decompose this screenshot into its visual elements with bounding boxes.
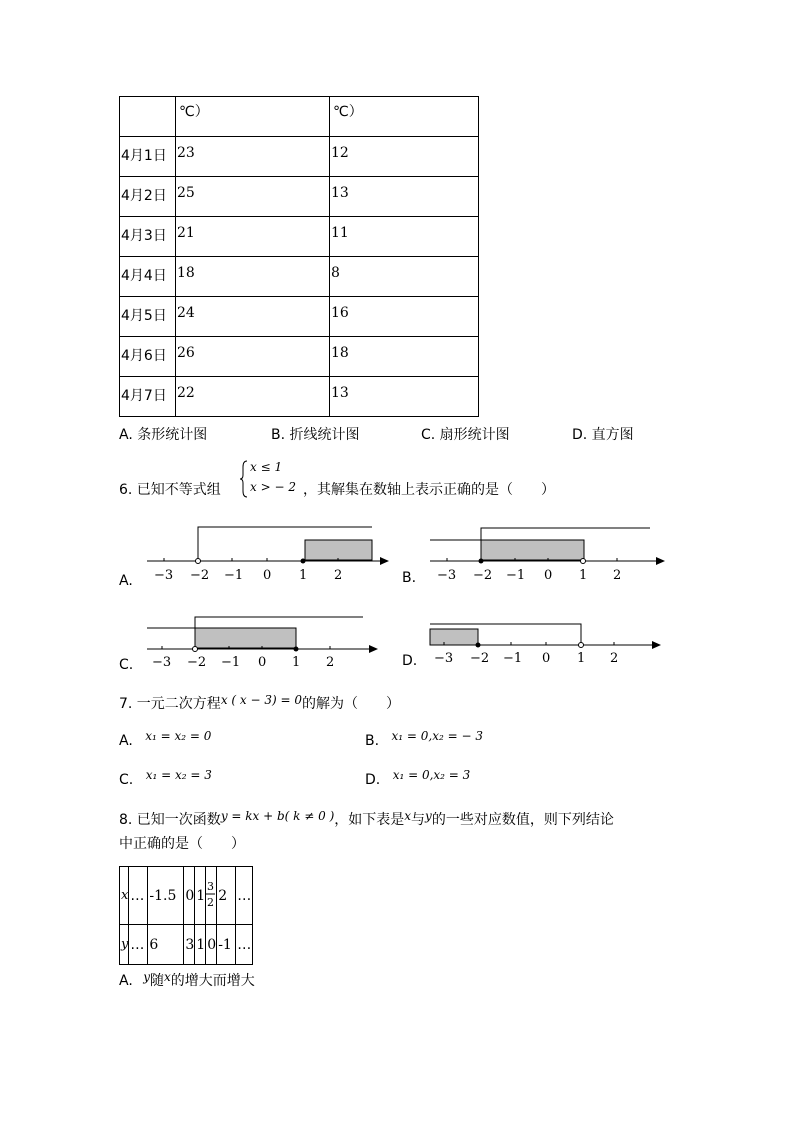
q7-option-c-label: C. [119,772,134,788]
high-temp-cell: 23 [176,137,330,177]
table-row [120,925,253,965]
tick-label: 2 [610,651,619,666]
tick-label: −1 [503,651,523,666]
q7-option-c-text: x₁ = x₂ = 3 [145,768,212,782]
table-row [120,867,253,925]
q8-suffix: 的一些对应数值，则下列结论 [431,812,614,828]
tick-label: 2 [613,568,622,583]
table-header-cell: ℃） [176,97,330,137]
tick-label: 1 [579,568,588,583]
tick-label: 0 [258,655,267,670]
xy-cell: … [129,925,148,965]
low-temp-cell: 18 [330,337,479,377]
q7-question [119,693,400,713]
q7-prefix: 7. 一元二次方程 [119,696,221,712]
table-header-cell: ℃） [330,97,479,137]
xy-cell: x [120,867,129,925]
q6-suffix: ，其解集在数轴上表示正确的是（ ） [303,482,555,498]
system-brace-icon [240,459,250,499]
q5-option-c[interactable]: C. 扇形统计图 [421,427,510,443]
low-temp-cell: 8 [330,257,479,297]
q8-question-line2: 中正确的是（ ） [119,836,245,852]
q8-middle1: ，如下表是 [334,812,405,828]
tick-label: 0 [263,568,272,583]
tick-label: −3 [152,655,172,670]
table-row [120,377,479,417]
q8-option-a[interactable] [119,970,255,990]
number-line-a [145,524,395,584]
q7-suffix: 的解为（ ） [301,696,400,712]
date-cell: 4月6日 [120,337,176,377]
table-header-row [120,97,479,137]
high-temp-cell: 26 [176,337,330,377]
xy-fraction-cell [206,867,217,925]
temperature-table [119,96,479,417]
q8-option-a-rest: 的增大而增大 [170,973,255,989]
xy-cell: … [129,867,148,925]
tick-label: 1 [299,568,308,583]
q7-option-d-text: x₁ = 0,x₂ = 3 [392,768,471,782]
xy-cell: … [236,925,253,965]
high-temp-cell: 18 [176,257,330,297]
low-temp-cell: 11 [330,217,479,257]
xy-cell: 1 [195,925,206,965]
date-cell: 4月4日 [120,257,176,297]
q8-middle2: 与 [411,812,426,828]
q7-equation: x ( x − 3) = 0 [220,693,302,707]
q6-inequality-1: x ≤ 1 [250,460,283,474]
xy-cell: y [120,925,129,965]
q5-option-a[interactable]: A. 条形统计图 [119,427,208,443]
q6-option-c-label[interactable]: C. [119,657,134,673]
date-cell: 4月1日 [120,137,176,177]
tick-label: 0 [542,651,551,666]
tick-label: −3 [437,568,457,583]
xy-cell: 0 [184,867,195,925]
q7-option-a-label: A. [119,733,133,749]
xy-cell: 1 [195,867,206,925]
high-temp-cell: 24 [176,297,330,337]
tick-label: 2 [334,568,343,583]
q6-inequality-2: x > − 2 [250,480,296,494]
q7-option-b[interactable] [365,729,483,749]
high-temp-cell: 21 [176,217,330,257]
tick-label: −3 [154,568,174,583]
q6-option-d-label[interactable]: D. [402,653,418,669]
svg-text:2: 2 [207,895,215,909]
high-temp-cell: 25 [176,177,330,217]
number-line-c [145,614,395,674]
date-cell: 4月7日 [120,377,176,417]
xy-cell: 0 [206,925,217,965]
q8-option-a-mid: 随 [150,973,165,989]
q7-option-b-label: B. [365,733,380,749]
q8-question-line1 [119,809,614,829]
date-cell: 4月3日 [120,217,176,257]
q7-option-b-text: x₁ = 0,x₂ = − 3 [391,729,483,743]
svg-text:3: 3 [207,879,215,893]
q5-option-b[interactable]: B. 折线统计图 [271,427,360,443]
xy-cell: 3 [184,925,195,965]
table-row [120,257,479,297]
q7-option-c[interactable] [119,768,212,788]
tick-label: −2 [190,568,210,583]
q7-option-a-text: x₁ = x₂ = 0 [145,729,212,743]
date-cell: 4月5日 [120,297,176,337]
tick-label: 0 [544,568,553,583]
xy-cell: -1.5 [148,867,184,925]
low-temp-cell: 12 [330,137,479,177]
tick-label: −1 [224,568,244,583]
xy-cell: … [236,867,253,925]
tick-label: −3 [434,651,454,666]
q7-option-d[interactable] [365,768,471,788]
fraction-three-halves [206,879,216,909]
q8-var-y: y [425,809,432,823]
table-header-cell [120,97,176,137]
q5-option-d[interactable]: D. 直方图 [572,427,634,443]
tick-label: −2 [187,655,207,670]
low-temp-cell: 13 [330,377,479,417]
q8-option-a-y: y [143,970,151,984]
xy-cell: 2 [217,867,236,925]
xy-value-table [119,866,253,965]
q8-function: y = kx + b( k ≠ 0 ) [220,809,335,823]
q6-prefix: 6. 已知不等式组 [119,482,221,498]
xy-cell: -1 [217,925,236,965]
tick-label: 1 [292,655,301,670]
xy-cell: 6 [148,925,184,965]
low-temp-cell: 16 [330,297,479,337]
tick-label: −1 [221,655,241,670]
tick-label: −2 [473,568,493,583]
q8-option-a-x: x [164,970,171,984]
table-row [120,337,479,377]
q6-option-a-label[interactable]: A. [119,573,133,589]
low-temp-cell: 13 [330,177,479,217]
table-row [120,177,479,217]
q8-option-a-label: A. [119,973,133,989]
q8-prefix: 8. 已知一次函数 [119,812,221,828]
q7-option-a[interactable] [119,729,212,749]
number-line-b [428,524,678,584]
date-cell: 4月2日 [120,177,176,217]
q6-option-b-label[interactable]: B. [402,570,417,586]
high-temp-cell: 22 [176,377,330,417]
tick-label: 2 [326,655,335,670]
q7-option-d-label: D. [365,772,381,788]
tick-label: −2 [470,651,490,666]
tick-label: 1 [577,651,586,666]
table-row [120,297,479,337]
number-line-d [428,614,678,674]
table-row [120,137,479,177]
table-row [120,217,479,257]
q8-var-x: x [404,809,412,823]
tick-label: −1 [506,568,526,583]
